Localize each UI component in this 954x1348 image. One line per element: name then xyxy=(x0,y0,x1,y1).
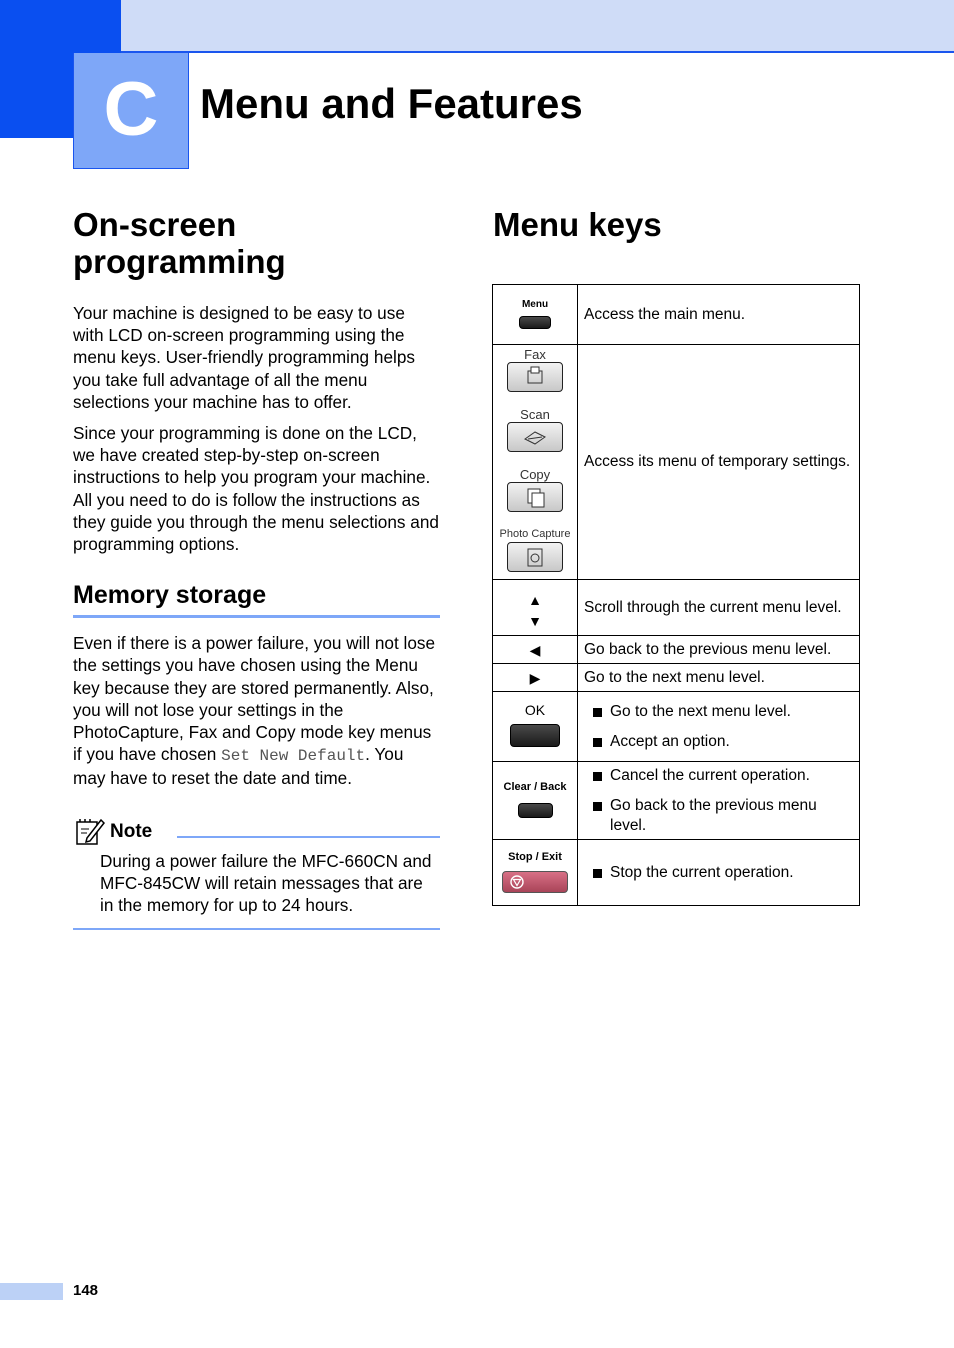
onscreen-paragraph-1: Your machine is designed to be easy to use with LCD on-screen programming using the menu keys. User-friendly programming helps you take full advantage of all the menu selections your machine has to offer. xyxy=(73,303,415,412)
down-arrow-icon: ▼ xyxy=(528,612,542,629)
right-arrow-icon: ▶ xyxy=(529,669,541,686)
photo-capture-key-icon xyxy=(507,542,563,572)
stop-exit-key-label: Stop / Exit xyxy=(508,850,562,863)
list-item: Stop the current operation. xyxy=(584,863,851,883)
table-row xyxy=(493,285,860,345)
stop-symbol-icon xyxy=(509,874,525,890)
set-new-default-code: Set New Default xyxy=(221,747,366,766)
memory-text-1: Even if there is a power failure, you will not lose the settings you have chosen using the Menu key because they are stored permanently. Also, you will not lose your settings in the PhotoCapture, Fax and Copy mode key menus if you have chosen xyxy=(73,633,436,765)
page-number-tab xyxy=(0,1283,63,1300)
note-header xyxy=(73,816,440,846)
note-pencil-icon xyxy=(75,816,105,846)
updown-keys-desc: Scroll through the current menu level. xyxy=(578,580,860,636)
table-row xyxy=(493,664,860,692)
menu-key-label: Menu xyxy=(521,298,549,310)
stop-exit-key-cell xyxy=(493,840,578,906)
list-item: Go back to the previous menu level. xyxy=(584,796,851,836)
menu-keys-heading: Menu keys xyxy=(493,206,662,243)
left-key-desc: Go back to the previous menu level. xyxy=(578,636,860,664)
list-item: Cancel the current operation. xyxy=(584,766,851,786)
onscreen-heading-line2: programming xyxy=(73,243,286,280)
onscreen-heading xyxy=(73,206,440,280)
up-arrow-icon: ▲ xyxy=(528,591,542,608)
memory-heading-rule xyxy=(73,615,440,618)
chapter-tab xyxy=(73,53,189,169)
right-key-cell xyxy=(493,664,578,692)
left-key-cell xyxy=(493,636,578,664)
clear-back-key-cell xyxy=(493,762,578,840)
clear-back-button-icon xyxy=(518,803,553,818)
left-column xyxy=(73,206,440,930)
ok-button-icon xyxy=(510,724,560,747)
note-rule xyxy=(177,836,440,838)
menu-keys-table xyxy=(492,284,860,906)
table-row xyxy=(493,580,860,636)
clear-back-key-desc xyxy=(578,762,860,840)
note-text: During a power failure the MFC-660CN and MFC-845CW will retain messages that are in the memory for up to 24 hours. xyxy=(100,850,432,916)
note-bottom-rule xyxy=(73,928,440,930)
updown-keys-cell xyxy=(493,580,578,636)
chapter-title: Menu and Features xyxy=(200,80,583,127)
clear-back-bullet-list xyxy=(584,766,851,836)
memory-storage-heading: Memory storage xyxy=(73,581,267,610)
scan-key-icon xyxy=(507,422,563,452)
memory-paragraph xyxy=(73,632,440,789)
menu-key-desc: Access the main menu. xyxy=(578,285,860,345)
right-key-desc: Go to the next menu level. xyxy=(578,664,860,692)
table-row xyxy=(493,840,860,906)
left-arrow-icon: ◀ xyxy=(529,641,541,658)
menu-button-icon xyxy=(519,316,551,329)
list-item: Go to the next menu level. xyxy=(584,702,851,722)
table-row xyxy=(493,345,860,580)
page-number: 148 xyxy=(73,1282,99,1299)
note-label: Note xyxy=(110,820,153,842)
fax-key-icon xyxy=(507,362,563,392)
chapter-letter: C xyxy=(103,67,159,152)
stop-exit-key-desc xyxy=(578,840,860,906)
header-rule xyxy=(121,51,954,53)
ok-bullet-list xyxy=(584,702,851,752)
ok-key-cell xyxy=(493,692,578,762)
clear-back-key-label: Clear / Back xyxy=(503,781,567,793)
photo-capture-key-label: Photo Capture xyxy=(499,528,571,540)
memory-text-2: . You may have to reset the date and time. xyxy=(73,744,404,789)
stop-exit-button-icon xyxy=(502,871,568,893)
ok-key-desc xyxy=(578,692,860,762)
right-column xyxy=(493,206,859,243)
menu-key-cell xyxy=(493,285,578,345)
stop-exit-bullet-list xyxy=(584,863,851,883)
mode-keys-cell xyxy=(493,345,578,580)
ok-key-label: OK xyxy=(524,702,546,718)
scan-key-label: Scan xyxy=(520,407,550,422)
table-row xyxy=(493,636,860,664)
table-row xyxy=(493,692,860,762)
mode-keys-desc: Access its menu of temporary settings. xyxy=(578,345,860,580)
onscreen-paragraph-2: Since your programming is done on the LCD, we have created step-by-step on-screen instructions to help you program your machine. All you need to do is follow the instructions as they guide you through the menu selections and programming options. xyxy=(73,423,439,555)
header-band xyxy=(121,0,954,52)
table-row xyxy=(493,762,860,840)
fax-key-label: Fax xyxy=(524,347,546,362)
copy-key-icon xyxy=(507,482,563,512)
list-item: Accept an option. xyxy=(584,732,851,752)
copy-key-label: Copy xyxy=(519,467,551,482)
onscreen-heading-line1: On-screen xyxy=(73,206,237,243)
